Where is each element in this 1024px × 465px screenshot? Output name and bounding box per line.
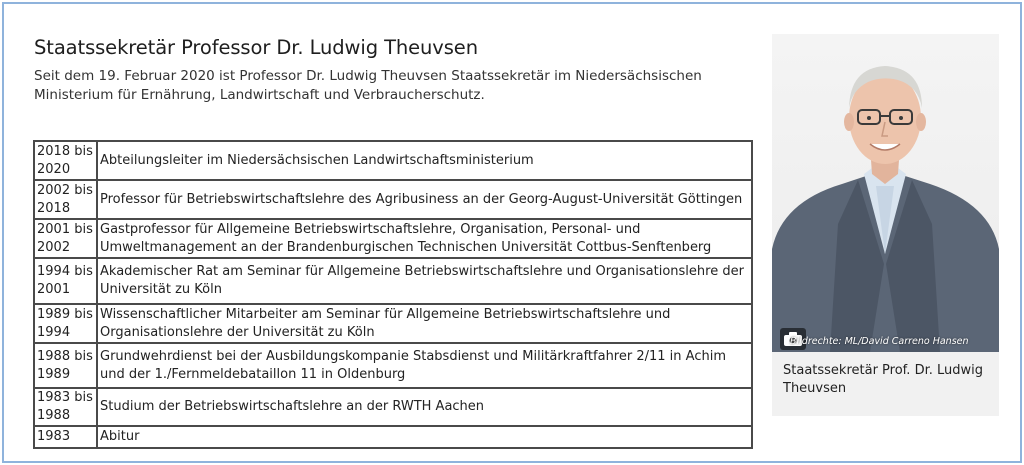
photo-caption: Staatssekretär Prof. Dr. Ludwig Theuvsen xyxy=(783,363,983,396)
photo-credit: Bildrechte: ML/David Carreno Hansen xyxy=(790,336,969,347)
table-row xyxy=(34,141,752,180)
portrait-photo[interactable] xyxy=(772,34,999,352)
page-title: Staatssekretär Professor Dr. Ludwig Theuvsen xyxy=(34,36,478,59)
career-years: 1983 bis 1988 xyxy=(34,388,97,426)
career-years: 2002 bis 2018 xyxy=(34,180,97,219)
career-years: 1988 bis 1989 xyxy=(34,343,97,388)
table-row xyxy=(34,388,752,426)
career-description: Grundwehrdienst bei der Ausbildungskompanie Stabsdienst und Militärkraftfahrer 2/11 in Achim und der 1./Fernmeldebataillon 11 in Oldenburg xyxy=(97,343,752,388)
table-row xyxy=(34,258,752,304)
career-years: 1989 bis 1994 xyxy=(34,304,97,343)
table-row xyxy=(34,180,752,219)
career-description: Abteilungsleiter im Niedersächsischen Landwirtschaftsministerium xyxy=(97,141,752,180)
intro-text: Seit dem 19. Februar 2020 ist Professor Dr. Ludwig Theuvsen Staatssekretär im Niedersächsischen Ministerium für Ernährung, Landwirtschaft und Verbraucherschutz. xyxy=(34,68,702,103)
career-years: 1983 xyxy=(34,426,97,448)
portrait-card xyxy=(772,34,999,416)
career-description: Wissenschaftlicher Mitarbeiter am Seminar für Allgemeine Betriebswirtschaftslehre und Organisationslehre der Universität zu Köln xyxy=(97,304,752,343)
career-description: Professor für Betriebswirtschaftslehre des Agribusiness an der Georg-August-Universität Göttingen xyxy=(97,180,752,219)
career-years: 2001 bis 2002 xyxy=(34,219,97,258)
table-row xyxy=(34,304,752,343)
table-row xyxy=(34,343,752,388)
career-description: Abitur xyxy=(97,426,752,448)
career-description: Gastprofessor für Allgemeine Betriebswirtschaftslehre, Organisation, Personal- und Umweltmanagement an der Brandenburgischen Technischen Universität Cottbus-Senftenberg xyxy=(97,219,752,258)
career-description: Studium der Betriebswirtschaftslehre an der RWTH Aachen xyxy=(97,388,752,426)
career-table xyxy=(33,140,753,449)
career-years: 1994 bis 2001 xyxy=(34,258,97,304)
table-row xyxy=(34,426,752,448)
portrait-illustration xyxy=(772,34,999,352)
table-row xyxy=(34,219,752,258)
career-description: Akademischer Rat am Seminar für Allgemeine Betriebswirtschaftslehre und Organisationslehre der Universität zu Köln xyxy=(97,258,752,304)
career-years: 2018 bis 2020 xyxy=(34,141,97,180)
